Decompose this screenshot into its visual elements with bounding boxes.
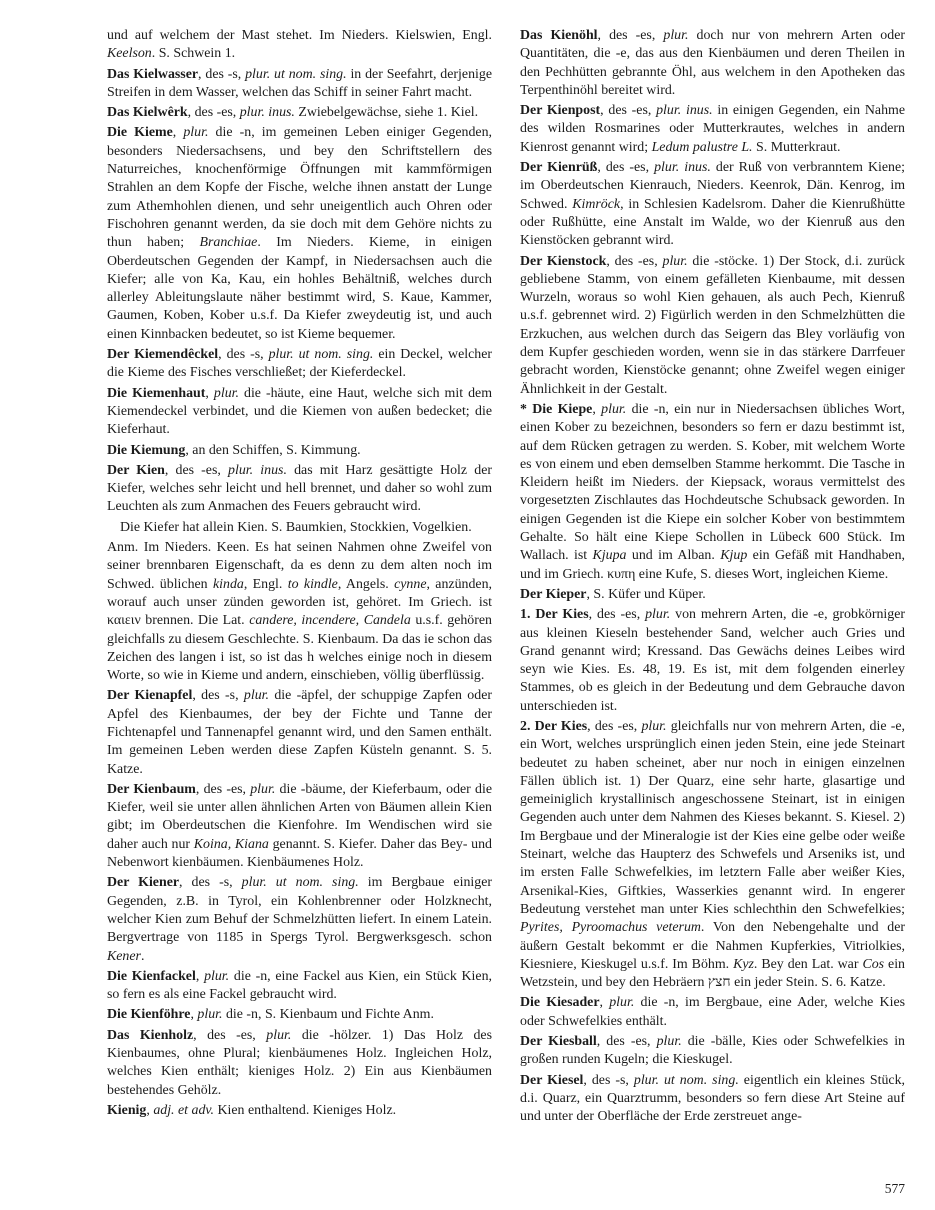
entry-headword: Der Kiemendêckel (107, 347, 219, 363)
entry-headword: 1. Der Kies (520, 607, 589, 623)
entry-headword: Das Kienöhl (520, 28, 598, 43)
entry-text: , (172, 125, 184, 141)
entry-text: plur. (266, 1027, 292, 1043)
dictionary-entry (107, 1027, 492, 1100)
entry-text: . Von den Nebengehalte und der äußern Gestalt bekommt er die Nahmen Kupferkies, Vitriolkies, Kiesniere, Kieskugel u.s.f. Im Böhm. (520, 920, 905, 972)
entry-text: genannt. S. Kiefer. Daher das Bey- und Nebenwort kienbäumen. Kienbäumenes Holz. (107, 836, 493, 871)
column-right (520, 27, 905, 1129)
entry-text: . S. Schwein 1. (151, 46, 236, 62)
entry-headword: Der Kienapfel (107, 688, 193, 704)
entry-text: , des -es, (597, 28, 664, 43)
dictionary-entry (107, 1006, 492, 1024)
entry-text: , des -s, (192, 688, 244, 704)
entry-headword: Das Kielwêrk (107, 105, 188, 121)
entry-headword: Der Kienbaum (107, 781, 196, 797)
page-number: 577 (884, 1181, 905, 1196)
entry-text: , des -es, (587, 718, 642, 734)
entry-text: Anm. Im Nieders. Keen. Es hat seinen Nahmen ohne Zweifel von seiner brennbaren Eigenschaft, da es denn zu dem alten noch im Schwed. üblichen (107, 540, 492, 592)
entry-text: plur. (197, 1007, 223, 1023)
entry-text: candere, incendere, Candela (249, 613, 411, 629)
entry-text: die -hölzer. 1) Das Holz des Kienbaumes, ohne Plural; kienbäumenes Holz. Ingleichen Holz, welches Kien enthält; kieniges Holz. 2) Ein aus Kienbäumen bestehendes Gehölz. (107, 1027, 492, 1098)
entry-headword: Kienig (107, 1102, 147, 1118)
entry-text: , (599, 995, 610, 1011)
entry-text: , S. Küfer und Küper. (586, 586, 706, 602)
entry-text: Keelson (107, 46, 152, 62)
dictionary-entry (107, 968, 492, 1005)
entry-headword: 2. Der Kies (520, 718, 588, 734)
entry-headword: Der Kiener (107, 875, 180, 891)
entry-text: die -häute, eine Haut, welche sich mit dem Kiemendeckel verbindet, und die Kiemen von außen bedecket; die Kieferhaut. (107, 385, 493, 438)
column-left (107, 27, 492, 1129)
entry-text: die -n, ein nur in Niedersachsen übliches Wort, einen Kober zu bezeichnen, besonders so fern er dazu bestimmt ist, auf dem Rücken getragen zu werden. S. Kober, mit welchem Worte es von einem und eben demselben Stamme herkommt. Die Tasche in Kleidern heißt im Nieders. der Kiepsack, woraus vermittelst des vorgesetzten Zischlautes das Hochdeutsche Schubsack geworden. In einigen Gegenden ist die Kiepe ein solcher Kober von bestimmtem Gehalte. So hält eine Kiepe Schollen in Lübeck 600 Stück. Im Wallach. ist (520, 401, 905, 564)
dictionary-entry (520, 253, 905, 399)
dictionary-entry (107, 874, 492, 965)
entry-text: plur. inus. (654, 160, 711, 176)
entry-text: gleichfalls nur von mehrern Arten, die -e, ein Wort, welches ursprünglich einen jeden Stein, eine jede Steinart bedeutet zu haben scheinet, aber nur noch in einigen einzelnen Fällen üblich ist. 1) Der Quarz, eine sehr harte, glasartige und gemeiniglich krystallinisch angeschossene Steinart, ist in einigen Gegenden auch unter dem Nahmen des Kieses bekannt. S. Kiesel. 2) Im Bergbaue und der Mineralogie ist der Kies eine gelbe oder weiße Steinart, welche das Haupterz des Schwefels und Arseniks ist, und im ersten Falle Schwefelkies, im letztern Falle aber weißer Kies, Arsenikal-Kies, Giftkies, Wasserkies genannt wird. In engerer Bedeutung verstehet man unter Kies schlechthin den Schwefelkies; (520, 718, 905, 917)
dictionary-entry (107, 1102, 492, 1120)
entry-text: in einigen Gegenden, ein Nahme des wilden Rosmarines oder Mutterkrautes, welches in andern Kienrost genannt wird; (520, 103, 905, 155)
dictionary-entry (520, 718, 905, 992)
entry-text: . (140, 948, 145, 964)
entry-text: Branchiae (199, 235, 258, 251)
entry-text: , des -es, (193, 1027, 267, 1043)
entry-text: plur. ut nom. sing. (268, 347, 374, 363)
entry-text: Koina, Kiana (193, 836, 269, 852)
entry-text: und im Alban. (626, 548, 721, 564)
entry-text: , (592, 401, 602, 417)
entry-text: Ledum palustre L. (651, 139, 753, 155)
entry-text: die -n, im gemeinen Leben einiger Gegenden, besonders Niedersachsens, und bey den Schriftstellern des Naturreiches, knochenförmige Öffnungen mit kammförmigen Strahlen an dem Kopfe der Fische, welche ihnen anstatt der Lunge zum Athemhohlen dienen, und sehr uneigentlich auch Ohren oder Fischohren genannt werden, da sie doch mit dem Gehöre nichts zu thun haben; (107, 125, 492, 251)
entry-text: das mit Harz gesättigte Holz der Kiefer, welches sehr leicht und hell brennet, und daher so wohl zum Leuchten als zum Anmachen des Feuers gebraucht wird. (107, 462, 492, 515)
dictionary-entry (520, 27, 905, 100)
entry-text: , (146, 1102, 154, 1118)
entry-text: plur. inus. (656, 103, 713, 119)
entry-headword: Der Kienpost (520, 103, 601, 119)
dictionary-entry (520, 102, 905, 157)
entry-headword: Der Kieper (520, 586, 587, 602)
entry-text: , (195, 968, 205, 984)
entry-text: eigentlich ein kleines Stück, d.i. Quarz, ein Quarztrumm, besonders so fern diese Art Steine auf und unter der Oberfläche der Erde zerstreuet ange- (520, 1072, 905, 1125)
dictionary-entry (520, 159, 905, 250)
entry-text: plur. ut nom. sing. (633, 1072, 739, 1088)
entry-text: ein Gefäß mit Handhaben, und im Griech. κυπη eine Kufe, S. dieses Wort, ingleichen Kieme. (520, 548, 905, 582)
entry-headword: Der Kien (107, 462, 165, 478)
entry-headword: * Die Kiepe (520, 401, 593, 417)
entry-text: , des -s, (218, 347, 269, 363)
entry-text: plur. (645, 607, 671, 623)
entry-text: , (190, 1007, 198, 1023)
entry-text: , des -es, (596, 1034, 657, 1050)
entry-text: plur. (250, 781, 276, 797)
entry-headword: Der Kienrüß (520, 160, 598, 176)
entry-headword: Das Kienholz (107, 1027, 194, 1043)
entry-text: die -n, eine Fackel aus Kien, ein Stück Kien, so fern es als eine Fackel gebraucht wird. (107, 968, 492, 1003)
dictionary-entry (520, 1072, 905, 1127)
entry-text: plur. (601, 401, 627, 417)
entry-text: in der Seefahrt, derjenige Streifen in dem Wasser, welchen das Schiff in seiner Fahrt macht. (107, 66, 492, 100)
dictionary-entry (107, 462, 492, 517)
entry-text: , des -es, (588, 607, 646, 623)
dictionary-entry (520, 994, 905, 1031)
entry-headword: Die Kienföhre (107, 1007, 191, 1023)
entry-text: plur. (609, 995, 635, 1011)
dictionary-entry (107, 442, 492, 460)
entry-text: , des -es, (600, 103, 657, 119)
entry-text: plur. (213, 385, 239, 401)
entry-text: S. Mutterkraut. (752, 139, 841, 155)
entry-text: plur. inus. (239, 105, 295, 121)
entry-text: plur. ut nom. sing. (241, 875, 359, 891)
dictionary-entry (107, 385, 492, 440)
entry-text: ein Deckel, welcher die Kieme des Fisches verschließet; der Kieferdeckel. (107, 347, 492, 381)
dictionary-entry (107, 539, 492, 685)
entry-text: , an den Schiffen, S. Kimmung. (185, 442, 361, 458)
text-columns (107, 27, 905, 1129)
dictionary-entry (107, 519, 492, 537)
entry-headword: Die Kiesader (520, 995, 600, 1011)
entry-text: Zwiebelgewächse, siehe 1. Kiel. (294, 105, 479, 121)
dictionary-entry (107, 781, 492, 872)
entry-text: , des -s, (583, 1072, 634, 1088)
dictionary-entry (107, 346, 492, 383)
entry-text: die -bälle, Kies oder Schwefelkies in großen runden Kugeln; die Kieskugel. (520, 1034, 905, 1068)
entry-text: plur. ut nom. sing. (245, 66, 347, 82)
entry-text: Kyz (733, 956, 754, 972)
entry-text: , Engl. (243, 576, 288, 592)
entry-headword: Die Kienfackel (107, 968, 196, 984)
entry-text: die -n, im Bergbaue, eine Ader, welche Kies oder Schwefelkies enthält. (520, 995, 906, 1029)
entry-text: kinda (212, 576, 244, 592)
entry-text: u.s.f. gehören gleichfalls zu diesem Geschlechte. S. Kienbaum. Da das ie schon das Zeichen des langen i ist, so ist das h welches einige noch in diesem Worte, so wie in Kieme und andern, einschieben, völlig überflüssig. (107, 613, 492, 684)
entry-text: , des -s, (179, 875, 242, 891)
entry-text: , Angels. (337, 576, 395, 592)
entry-text: die -äpfel, der schuppige Zapfen oder Apfel des Kienbaumes, der bey der Fichte und Tanne der Fichtenapfel und Tannenapfel genannt wird, und den Samen enthält. Im gemeinen Leben werden diese Zapfen Küsteln genannt. S. 5. Katze. (107, 688, 492, 777)
entry-text: Kjup (720, 548, 748, 564)
entry-text: plur. (641, 718, 667, 734)
entry-text: plur. (663, 28, 689, 43)
entry-text: doch nur von mehrern Arten oder Quantitäten, die -e, das aus den Kienbäumen und deren Theilen in den Pechhütten gebrannte Öhl, aus welchem in den Apotheken das Terpenthinöhl bereitet wird. (520, 28, 905, 98)
entry-text: Cos (862, 956, 885, 972)
entry-headword: Das Kielwasser (107, 66, 199, 82)
dictionary-entry (107, 687, 492, 778)
dictionary-entry (520, 401, 905, 584)
entry-text: Die Kiefer hat allein Kien. S. Baumkien, Stockkien, Vogelkien. (120, 519, 472, 535)
entry-text: to kindle (287, 576, 338, 592)
entry-text: die -bäume, der Kieferbaum, oder die Kiefer, weil sie unter allen ähnlichen Arten von Bäumen allein Kien gibt; im Oberdeutschen die Kienfohre. Im Wendischen wird sie daher auch nur (107, 781, 493, 852)
dictionary-entry (107, 27, 492, 64)
dictionary-entry (107, 104, 492, 122)
entry-headword: Die Kieme (107, 125, 173, 141)
entry-text: im Bergbaue einiger Gegenden, z.B. in Tyrol, ein Kohlenbrenner oder Holzknecht, welcher Kien zum Behuf der Schmelzhütten liefert. In einem Latein. Bergvertrage von 1185 in Spergs Tyrol. Bergwerksgesch. schon (107, 875, 492, 946)
entry-text: ein Wetzstein, und bey den Hebräern חצץ ein jeder Stein. S. 6. Katze. (520, 956, 905, 991)
entry-headword: Der Kiesel (520, 1072, 584, 1088)
entry-text: Kien enthaltend. Kieniges Holz. (214, 1102, 397, 1118)
entry-text: , des -es, (597, 160, 655, 176)
entry-text: und auf welchem der Mast stehet. Im Nieders. Kielswien, Engl. (107, 28, 492, 43)
entry-text: Kimröck (572, 196, 621, 212)
entry-headword: Die Kiemung (107, 442, 186, 458)
entry-text: plur. (204, 968, 230, 984)
entry-text: die -n, S. Kienbaum und Fichte Anm. (222, 1007, 434, 1023)
entry-text: die -stöcke. 1) Der Stock, d.i. zurück gebliebene Stamm, von einem gefälleten Kienbaume, mit dessen Wurzeln, woraus so wohl Kien gehauen, als auch Pech, Kienruß u.s.f. gebrennet wird. 2) Figürlich werden in den Schmelzhütten die Erzkuchen, aus welchen durch das Seigern das Bley vorläufig von dem Kupfer geschieden worden, wenn sie in das stärkere Darrfeuer gebracht worden, Kienstöcke genannt; ohne Zweifel wegen einiger Ähnlichkeit in der Gestalt. (520, 253, 905, 397)
entry-text: adj. et adv. (153, 1102, 215, 1118)
entry-text: , anzünden, worauf auch unser zünden geworden ist, gehöret. Im Griech. ist καιειν brennen. Die Lat. (107, 576, 493, 629)
entry-headword: Der Kienstock (520, 253, 607, 269)
entry-text: plur. (656, 1034, 682, 1050)
entry-text: , des -es, (164, 462, 229, 478)
dictionary-entry (520, 606, 905, 716)
entry-text: der Ruß von verbranntem Kiene; im Oberdeutschen Kienrauch, Nieders. Keenrok, Dän. Kenrog, im Schwed. (520, 160, 906, 212)
entry-text: , des -es, (187, 105, 240, 121)
entry-text: plur. (243, 688, 269, 704)
entry-text: . Bey den Lat. war (753, 956, 863, 972)
entry-text: , des -es, (195, 781, 251, 797)
entry-text: , in Schlesien Kadelsrom. Daher die Kienrußhütte oder Rußhütte, eine Anstalt im Walde, wo der Kienruß aus den Kienstöcken gebrannt wird. (520, 196, 905, 249)
entry-text: cynne (394, 576, 427, 592)
entry-text: plur. (662, 253, 688, 269)
entry-text: , (205, 385, 214, 401)
entry-text: Pyrites, Pyroomachus veterum (520, 920, 701, 936)
entry-headword: Die Kiemenhaut (107, 385, 206, 401)
entry-text: Kjupa (592, 548, 627, 564)
entry-text: . Im Nieders. Kieme, in einigen Oberdeutschen Gegenden der Kampf, in Niedersachsen auch die Kiefer; alle von Ka, Kau, ein hohles Behältniß, welches durch allerley Ableitungslaute näher bestimmt wird, S. Kaue, Kammer, Gaumen, Koben, Kober u.s.f. Da Kiefer zweydeutig ist, und auch einen Kinnbacken bedeutet, so ist Kieme bequemer. (107, 235, 492, 342)
entry-text: von mehrern Arten, die -e, grobkörniger aus kleinen Kieseln bestehender Sand, welcher auch Gries und Grand genannt wird; Kressand. Das Gewächs deines Leibes wird seyn wie Kies. Es. 48, 19. Es ist, mit dem folgenden einerley Stammes, ob es gleich in der Bedeutung und dem Gebrauche davon unterschieden ist. (520, 607, 905, 714)
dictionary-entry (107, 66, 492, 103)
dictionary-entry (520, 586, 905, 604)
dictionary-entry (520, 1033, 905, 1070)
entry-text: Kener (107, 948, 141, 964)
entry-text: , des -es, (606, 253, 663, 269)
entry-text: , des -s, (198, 66, 246, 82)
entry-text: plur. (183, 125, 209, 141)
entry-headword: Der Kiesball (520, 1034, 597, 1050)
dictionary-entry (107, 124, 492, 344)
entry-text: plur. inus. (228, 462, 287, 478)
